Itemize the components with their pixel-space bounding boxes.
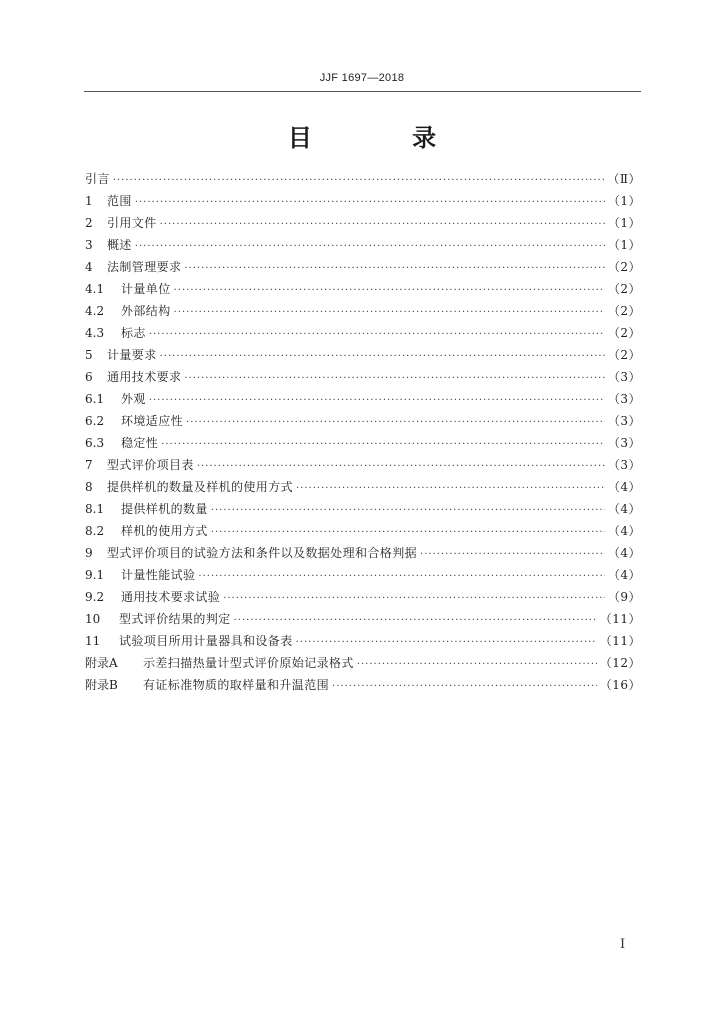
toc-entry-title: 稳定性: [121, 436, 159, 450]
toc-entry-number: 附录B: [85, 678, 118, 692]
toc-entry[interactable]: [85, 388, 641, 410]
toc-entry-number: 6.1: [85, 392, 105, 406]
toc-entry[interactable]: [85, 564, 641, 586]
toc-entry-title: 通用技术要求试验: [121, 590, 221, 604]
toc-entry[interactable]: [85, 586, 641, 608]
toc-entry-title: 外观: [121, 392, 146, 406]
toc-entry[interactable]: [85, 234, 641, 256]
toc-entry-title: 计量单位: [121, 282, 171, 296]
toc-entry-title: 示差扫描热量计型式评价原始记录格式: [143, 656, 354, 670]
dot-leader: [135, 192, 605, 214]
dot-leader: [420, 544, 605, 566]
toc-entry-number: 2: [85, 216, 93, 230]
toc-entry[interactable]: [85, 520, 641, 542]
toc-entry-title: 样机的使用方式: [121, 524, 208, 538]
toc-entry-number: 8.2: [85, 524, 105, 538]
toc-entry-page: （16）: [599, 678, 641, 692]
dot-leader: [174, 302, 605, 324]
toc-entry-page: （3）: [607, 392, 641, 406]
dot-leader: [160, 214, 605, 236]
toc-entry-page: （4）: [607, 546, 641, 560]
dot-leader: [357, 654, 597, 676]
toc-entry-number: 6.3: [85, 436, 105, 450]
toc-entry[interactable]: [85, 256, 641, 278]
page-title: 目 录: [287, 124, 483, 152]
toc-entry-number: 5: [85, 348, 93, 362]
toc-entry[interactable]: [85, 366, 641, 388]
toc-entry-number: 9: [85, 546, 93, 560]
toc-entry-title: 型式评价结果的判定: [119, 612, 231, 626]
toc-entry[interactable]: [85, 454, 641, 476]
page-number: I: [620, 937, 626, 952]
toc-entry-number: 4: [85, 260, 93, 274]
toc-entry-page: （2）: [607, 304, 641, 318]
toc-entry-number: 8.1: [85, 502, 105, 516]
dot-leader: [174, 280, 605, 302]
toc-entry[interactable]: [85, 278, 641, 300]
toc-entry-page: （4）: [607, 502, 641, 516]
toc-entry-page: （3）: [607, 370, 641, 384]
toc-entry-page: （1）: [607, 238, 641, 252]
dot-leader: [332, 676, 597, 698]
toc-entry-title: 型式评价项目的试验方法和条件以及数据处理和合格判据: [107, 546, 418, 560]
toc-entry-page: （Ⅱ）: [607, 172, 641, 186]
toc-entry[interactable]: [85, 476, 641, 498]
table-of-contents: [85, 168, 641, 696]
toc-entry-title: 法制管理要求: [107, 260, 182, 274]
toc-entry-number: 7: [85, 458, 93, 472]
toc-entry-title: 范围: [107, 194, 132, 208]
toc-entry-title: 计量要求: [107, 348, 157, 362]
toc-entry[interactable]: [85, 608, 641, 630]
toc-entry[interactable]: [85, 190, 641, 212]
toc-entry-title: 提供样机的数量及样机的使用方式: [107, 480, 294, 494]
dot-leader: [161, 434, 605, 456]
dot-leader: [211, 522, 605, 544]
toc-entry[interactable]: [85, 674, 641, 696]
dot-leader: [223, 588, 605, 610]
dot-leader: [296, 478, 605, 500]
toc-entry[interactable]: [85, 432, 641, 454]
standard-code-header: JJF 1697—2018: [319, 72, 405, 84]
toc-entry-page: （4）: [607, 480, 641, 494]
toc-entry-page: （3）: [607, 458, 641, 472]
toc-entry-title: 环境适应性: [121, 414, 184, 428]
toc-entry[interactable]: [85, 322, 641, 344]
toc-entry-page: （2）: [607, 326, 641, 340]
toc-entry-number: 10: [85, 612, 101, 626]
toc-entry[interactable]: [85, 300, 641, 322]
dot-leader: [198, 566, 604, 588]
toc-entry-title: 引言: [85, 172, 110, 186]
toc-entry-page: （3）: [607, 414, 641, 428]
toc-entry-page: （4）: [607, 524, 641, 538]
toc-entry-page: （2）: [607, 260, 641, 274]
toc-entry-number: 附录A: [85, 656, 118, 670]
toc-entry[interactable]: [85, 212, 641, 234]
dot-leader: [186, 412, 605, 434]
toc-entry-page: （9）: [607, 590, 641, 604]
toc-entry-page: （12）: [599, 656, 641, 670]
dot-leader: [197, 456, 605, 478]
dot-leader: [296, 632, 597, 654]
toc-entry-title: 标志: [121, 326, 146, 340]
dot-leader: [211, 500, 605, 522]
toc-entry-title: 型式评价项目表: [107, 458, 194, 472]
toc-entry-title: 计量性能试验: [121, 568, 196, 582]
dot-leader: [113, 170, 605, 192]
toc-entry-page: （2）: [607, 282, 641, 296]
toc-entry-number: 6.2: [85, 414, 105, 428]
toc-entry-number: 1: [85, 194, 93, 208]
toc-entry-page: （11）: [599, 612, 641, 626]
dot-leader: [149, 324, 605, 346]
toc-entry-page: （3）: [607, 436, 641, 450]
dot-leader: [184, 258, 604, 280]
toc-entry-number: 3: [85, 238, 93, 252]
toc-entry-title: 引用文件: [107, 216, 157, 230]
toc-entry-title: 通用技术要求: [107, 370, 182, 384]
toc-entry-title: 外部结构: [121, 304, 171, 318]
toc-entry[interactable]: [85, 542, 641, 564]
toc-entry-number: 8: [85, 480, 93, 494]
toc-entry[interactable]: [85, 344, 641, 366]
toc-entry-number: 11: [85, 634, 101, 648]
toc-entry-page: （4）: [607, 568, 641, 582]
toc-entry-title: 概述: [107, 238, 132, 252]
header-rule: [84, 91, 641, 92]
dot-leader: [184, 368, 604, 390]
toc-entry-title: 有证标准物质的取样量和升温范围: [143, 678, 330, 692]
dot-leader: [234, 610, 597, 632]
toc-entry-number: 4.3: [85, 326, 105, 340]
toc-entry-number: 9.1: [85, 568, 105, 582]
toc-entry-number: 4.2: [85, 304, 105, 318]
toc-entry[interactable]: [85, 168, 641, 190]
toc-entry-page: （11）: [599, 634, 641, 648]
toc-entry-page: （1）: [607, 194, 641, 208]
toc-entry[interactable]: [85, 630, 641, 652]
toc-entry-title: 提供样机的数量: [121, 502, 208, 516]
toc-entry-title: 试验项目所用计量器具和设备表: [119, 634, 293, 648]
toc-entry-number: 4.1: [85, 282, 105, 296]
toc-entry-page: （1）: [607, 216, 641, 230]
dot-leader: [160, 346, 605, 368]
toc-entry[interactable]: [85, 498, 641, 520]
toc-entry-number: 9.2: [85, 590, 105, 604]
dot-leader: [149, 390, 605, 412]
toc-entry-number: 6: [85, 370, 93, 384]
dot-leader: [135, 236, 605, 258]
toc-entry-page: （2）: [607, 348, 641, 362]
toc-entry[interactable]: [85, 410, 641, 432]
toc-entry[interactable]: [85, 652, 641, 674]
